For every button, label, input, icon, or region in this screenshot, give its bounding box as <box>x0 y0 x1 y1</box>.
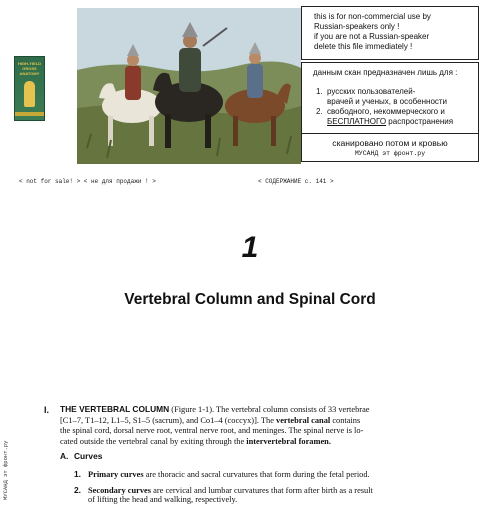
paragraph-text: contains <box>330 415 361 425</box>
term-vertebral-canal: vertebral canal <box>276 415 331 425</box>
book-cover-strip <box>15 112 44 116</box>
chapter-title: Vertebral Column and Spinal Cord <box>124 291 376 308</box>
notice-ru-item-text: свободного, некоммерческого и <box>327 107 445 116</box>
running-header-left: < not for sale! > < не для продажи ! > <box>19 178 156 185</box>
section-vertebral-column <box>60 404 370 447</box>
notice-ru-item-text: русских пользователей- <box>327 87 416 96</box>
paragraph-text: cated outside the vertebral canal by exiting through the <box>60 436 247 446</box>
item-text-continuation: of lifting the head and walking, respectively. <box>88 495 238 504</box>
term-intervertebral-foramen: intervertebral foramen. <box>246 436 331 446</box>
notice-box-english <box>301 6 479 60</box>
painting-illustration <box>77 8 301 164</box>
notice-ru-item <box>316 87 453 97</box>
item-text: are cervical and lumbar curvatures that form after birth as a result <box>151 486 373 495</box>
notice-ru-item-text: распространения <box>386 117 454 126</box>
item-term: Secondary curves <box>88 486 152 495</box>
side-watermark-note: МУСАНД эт фронт.ру <box>2 440 9 500</box>
book-cover-thumbnail <box>14 56 45 121</box>
paragraph-line <box>60 437 370 448</box>
item-term: Primary curves <box>88 470 144 479</box>
book-cover-label: HIGH-YIELD GROSS ANATOMY <box>17 61 42 76</box>
notice-ru-credit: МУСАНД эт фронт.ру <box>354 150 426 157</box>
notice-ru-item <box>316 107 453 117</box>
list-item-primary-curves <box>74 469 370 481</box>
paragraph-text: (Figure 1-1). The vertebral column consists of 33 vertebrae <box>169 405 370 414</box>
notice-ru-list <box>316 87 453 127</box>
item-number: 2. <box>74 485 81 495</box>
notice-line: Russian-speakers only ! <box>314 22 400 31</box>
running-header-right: < СОДЕРЖАНИЕ с. 141 > <box>258 178 334 185</box>
item-text: are thoracic and sacral curvatures that form during the fetal period. <box>143 470 370 479</box>
subsection-curves <box>60 451 102 462</box>
section-numeral: I. <box>44 405 50 415</box>
item-number: 1. <box>74 469 81 479</box>
notice-line: this is for non-commercial use by <box>314 12 431 21</box>
notice-line: if you are not a Russian-speaker <box>314 32 430 41</box>
notice-ru-scan-line: сканировано потом и кровью <box>332 138 448 148</box>
notice-ru-item-number: 1. <box>316 87 323 96</box>
paragraph-text: [C1–7, T1–12, L1–5, S1–5 (sacrum), and Co1–4 (coccyx)]. The <box>60 415 277 425</box>
subsection-title: Curves <box>74 451 103 461</box>
notice-ru-item-continuation: врачей и ученых, в особенности <box>327 97 448 106</box>
notice-ru-free-word: БЕСПЛАТНОГО <box>327 117 387 126</box>
paragraph-line: the spinal cord, dorsal nerve root, ventral nerve root, and meninges. The spinal nerve is lo- <box>60 426 364 436</box>
paragraph-line <box>60 404 370 416</box>
section-heading: THE VERTEBRAL COLUMN <box>60 404 170 414</box>
book-cover-figure <box>24 81 35 107</box>
notice-ru-item-continuation <box>316 117 453 127</box>
subsection-letter: A. <box>60 451 69 461</box>
paragraph-line <box>60 416 370 427</box>
notice-box-russian <box>301 62 479 162</box>
notice-ru-heading: данным скан предназначен лишь для : <box>313 68 458 77</box>
notice-ru-item-number: 2. <box>316 107 323 116</box>
chapter-number: 1 <box>241 231 259 264</box>
notice-ru-divider <box>302 133 478 134</box>
notice-line: delete this file immediately ! <box>314 42 413 51</box>
header-painting <box>77 8 301 164</box>
